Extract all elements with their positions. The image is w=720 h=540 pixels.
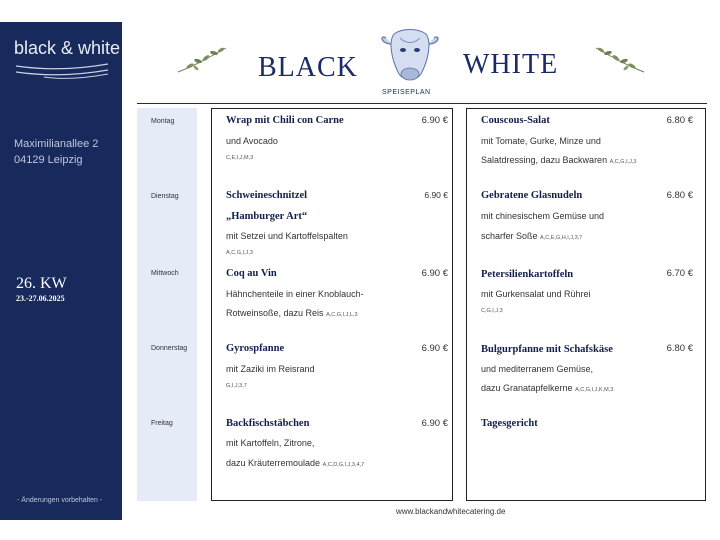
allergen-codes: A,C,G,I,J,L,3 xyxy=(326,312,358,318)
herb-sprig-icon xyxy=(594,44,646,76)
dish-description xyxy=(226,308,358,318)
dish-title: „Hamburger Art“ xyxy=(226,211,308,222)
address-street: Maximilianallee 2 xyxy=(14,138,99,150)
dish-price: 6.90 € xyxy=(421,343,448,354)
dish-price: 6.90 € xyxy=(421,418,448,429)
allergen-codes: C,E,I,J,M,3 xyxy=(226,155,254,161)
dish-description xyxy=(226,379,247,389)
dish-description xyxy=(226,364,315,374)
dish-description xyxy=(226,246,253,256)
dish-description xyxy=(226,438,314,448)
dish-description-text: und Avocado xyxy=(226,136,278,146)
menu-box-right xyxy=(466,108,706,501)
dish-price: 6.80 € xyxy=(666,190,693,201)
dish-description-text: Hähnchenteile in einer Knoblauch- xyxy=(226,289,364,299)
dish-description-text: mit Setzei und Kartoffelspalten xyxy=(226,231,348,241)
dish-description xyxy=(481,304,503,314)
title-black: BLACK xyxy=(258,52,358,83)
dish-description-text: Salatdressing, dazu Backwaren xyxy=(481,155,608,165)
dish-title: Petersilienkartoffeln xyxy=(481,269,574,280)
dish-description-text: und mediterranem Gemüse, xyxy=(481,364,594,374)
footer-website-link[interactable]: www.blackandwhitecatering.de xyxy=(396,507,506,516)
utensils-icon xyxy=(14,60,110,82)
dish-title: Coq au Vin xyxy=(226,268,277,279)
allergen-codes: C,G,I,J,3 xyxy=(481,308,503,314)
dish-description xyxy=(481,364,593,374)
dish-description xyxy=(481,136,601,146)
dish-description xyxy=(226,151,253,161)
allergen-codes: A,C,E,G,H,I,J,3,7 xyxy=(540,235,583,241)
dish-title: Gebratene Glasnudeln xyxy=(481,190,583,201)
cow-head-illustration xyxy=(378,24,442,88)
dish-title: Couscous-Salat xyxy=(481,115,550,126)
header-divider xyxy=(137,103,707,104)
dish-description-text: mit Kartoffeln, Zitrone, xyxy=(226,438,315,448)
changes-note: - Änderungen vorbehalten - xyxy=(17,497,103,504)
dish-price: 6.80 € xyxy=(666,343,693,354)
dish-title: Gyrospfanne xyxy=(226,343,285,354)
dish-description-text: dazu Granatapfelkerne xyxy=(481,383,573,393)
dish-description xyxy=(226,289,364,299)
dish-price: 6.90 € xyxy=(421,268,448,279)
address-city: 04129 Leipzig xyxy=(14,154,83,166)
allergen-codes: A,C,G,I,J,3 xyxy=(226,250,253,256)
dish-title: Tagesgericht xyxy=(481,418,538,429)
speiseplan-label: SPEISEPLAN xyxy=(382,89,431,96)
allergen-codes: G,I,J,3,7 xyxy=(226,383,247,389)
day-label: Dienstag xyxy=(151,193,179,200)
dish-price: 6.90 € xyxy=(424,190,448,200)
day-label: Donnerstag xyxy=(151,345,188,352)
dish-title: Wrap mit Chili con Carne xyxy=(226,115,344,126)
sidebar xyxy=(0,22,122,520)
dish-price: 6.90 € xyxy=(421,115,448,126)
menu-box-left xyxy=(211,108,453,501)
dish-description-text: mit Tomate, Gurke, Minze und xyxy=(481,136,601,146)
brand-logo-text: black & white xyxy=(14,38,121,58)
dish-description xyxy=(226,458,364,468)
dish-description-text: mit Gurkensalat und Rührei xyxy=(481,289,591,299)
dish-description xyxy=(481,155,637,165)
dish-title: Bulgurpfanne mit Schafskäse xyxy=(481,344,613,355)
dish-title: Backfischstäbchen xyxy=(226,418,310,429)
dish-description xyxy=(226,136,278,146)
dish-price: 6.80 € xyxy=(666,115,693,126)
allergen-codes: A,C,D,G,I,J,3,4,7 xyxy=(322,462,365,468)
dish-price: 6.70 € xyxy=(666,268,693,279)
title-white: WHITE xyxy=(463,49,559,80)
dish-description-text: scharfer Soße xyxy=(481,231,538,241)
dish-description xyxy=(481,231,582,241)
day-label: Montag xyxy=(151,118,175,125)
address xyxy=(14,136,98,168)
allergen-codes: A,C,G,I,J,K,M,3 xyxy=(575,387,614,393)
day-label: Mittwoch xyxy=(151,270,179,277)
dish-description-text: Rotweinsoße, dazu Reis xyxy=(226,308,324,318)
dish-title: Schweineschnitzel xyxy=(226,190,308,201)
day-column xyxy=(137,108,197,501)
week-number: 26. KW xyxy=(16,275,67,292)
dish-description-text: mit chinesischem Gemüse und xyxy=(481,211,605,221)
allergen-codes: A,C,G,I,J,3 xyxy=(609,159,637,165)
dish-description-text: dazu Kräuterremoulade xyxy=(226,458,321,468)
dish-description xyxy=(481,289,591,299)
dish-description xyxy=(226,231,348,241)
herb-sprig-icon xyxy=(176,44,228,76)
dish-description xyxy=(481,383,613,393)
dish-description xyxy=(481,211,604,221)
week-dates: 23.-27.06.2025 xyxy=(16,294,65,303)
day-label: Freitag xyxy=(151,420,173,427)
dish-description-text: mit Zaziki im Reisrand xyxy=(226,364,315,374)
